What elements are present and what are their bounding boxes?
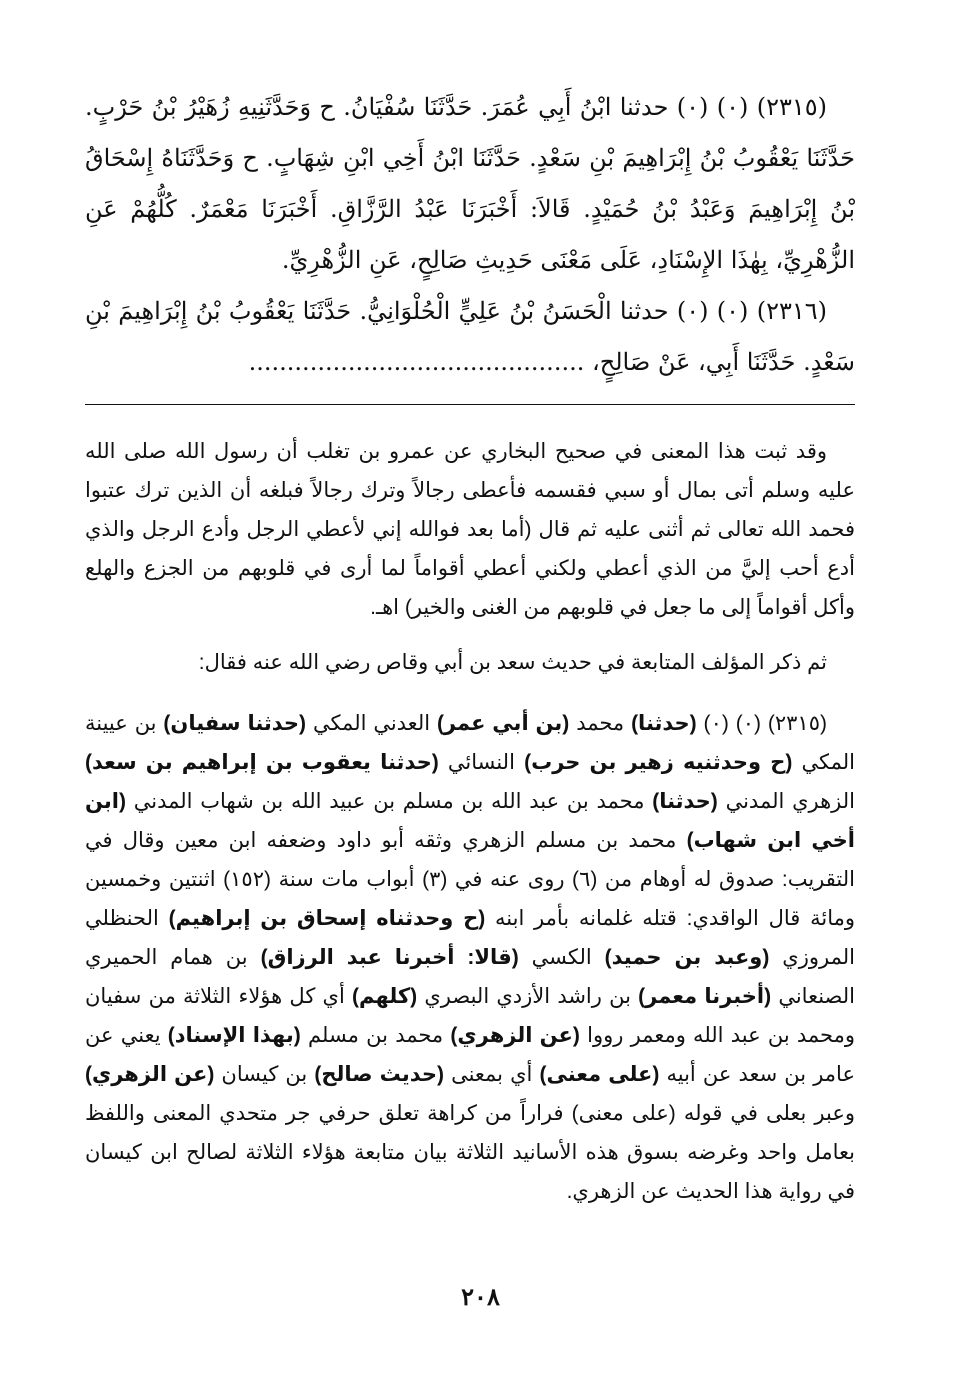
commentary <box>85 432 855 1211</box>
matn-quote: (حدثنا) <box>652 790 718 813</box>
matn-quote: (عن الزهري) <box>85 1063 215 1086</box>
matn-quote: (بن أبي عمر) <box>436 712 570 735</box>
matn-quote: (ح وحدثناه إسحاق بن إبراهيم) <box>168 907 486 930</box>
commentary-sharh-2315 <box>85 704 855 1211</box>
sharh-text: الزهري المدني <box>717 790 855 813</box>
matn-quote: (حدثنا) <box>631 712 697 735</box>
sharh-text: وعبر بعلى في قوله (على معنى) فراراً من كراهة تعلق حرفي جر متحدي المعنى واللفظ بعامل واحد وغرضه بسوق هذه الأسانيد الثلاثة بيان متابعة هؤلاء الثلاثة لصالح ابن كيسان في رواية هذا الحديث عن الزهري. <box>85 1102 855 1203</box>
hadith-text <box>85 82 855 388</box>
hadith-2316-text: (٢٣١٦) (٠) (٠) حدثنا الْحَسَنُ بْنُ عَلِيٍّ الْحُلْوَانِيُّ. حَدَّثَنَا يَعْقُوبُ بْنُ إِبْرَاهِيمَ بْنِ سَعْدٍ. حَدَّثَنَا أَبِي، عَنْ صَالِحٍ، <box>85 297 855 376</box>
sharh-text: محمد بن مسلم <box>300 1024 451 1047</box>
sharh-text: بن كيسان <box>214 1063 315 1086</box>
sharh-text: محمد <box>569 712 632 735</box>
matn-quote: (حدثنا يعقوب بن إبراهيم بن سعد) <box>85 751 439 774</box>
matn-quote: (بهذا الإسناد) <box>167 1024 301 1047</box>
matn-quote: (حدثنا سفيان) <box>163 712 307 735</box>
sharh-text: محمد بن عبد الله بن مسلم بن عبيد الله بن شهاب المدني <box>125 790 653 813</box>
separator-line <box>85 404 855 405</box>
matn-quote: (أخبرنا معمر) <box>638 985 772 1008</box>
sharh-text: أي كل هؤلاء الثلاثة من سفيان ومحمد بن عبد الله ومعمر رووا <box>85 985 856 1047</box>
sharh-text: (٢٣١٥) (٠) (٠) <box>696 712 827 735</box>
hadith-2315: (٢٣١٥) (٠) (٠) حدثنا ابْنُ أَبِي عُمَرَ. حَدَّثَنَا سُفْيَانُ. ح وَحَدَّثَنِيهِ زُهَيْرُ بْنُ حَرْبٍ. حَدَّثَنَا يَعْقُوبُ بْنُ إِبْرَاهِيمَ بْنِ سَعْدٍ. حَدَّثَنَا ابْنُ أَخِي ابْنِ شِهَابٍ. ح وَحَدَّثَنَاهُ إِسْحَاقُ بْنُ إِبْرَاهِيمَ وَعَبْدُ بْنُ حُمَيْدٍ. قَالاَ: أَخْبَرَنَا عَبْدُ الرَّزَّاقِ. أَخْبَرَنَا مَعْمَرٌ. كُلُّهُمْ عَنِ الزُّهْرِيِّ، بِهٰذَا الإِسْنَادِ، عَلَى مَعْنَى حَدِيثِ صَالِحٍ، عَنِ الزُّهْرِيِّ. <box>85 93 855 274</box>
sharh-text: الحنظلي المروزي <box>85 907 855 969</box>
sharh-text: العدني المكي <box>306 712 437 735</box>
matn-quote: (على معنى) <box>539 1063 660 1086</box>
sharh-text: الكسي <box>518 946 605 969</box>
matn-quote: (وعبد بن حميد) <box>604 946 770 969</box>
sharh-text: النسائي <box>438 751 525 774</box>
hadith-2316 <box>85 286 855 388</box>
sharh-text: محمد بن مسلم الزهري وثقه أبو داود وضعفه ابن معين وقال في التقريب: صدوق له أوهام من (٦) روى عنه في (٣) أبواب مات سنة (١٥٢) اثنتين وخمسين ومائة قال الواقدي: قتله غلمانه بأمر ابنه <box>85 829 855 930</box>
sharh-text: أي بمعنى <box>443 1063 540 1086</box>
sharh-text: بن همام الحميري الصنعاني <box>85 946 855 1008</box>
sharh-text: يعني عن عامر بن سعد عن أبيه <box>85 1024 855 1086</box>
commentary-bukhari-paragraph: وقد ثبت هذا المعنى في صحيح البخاري عن عمرو بن تغلب أن رسول الله صلى الله عليه وسلم أتى بمال أو سبي فقسمه فأعطى رجالاً وترك رجالاً فبلغه أن الذين ترك عتبوا فحمد الله تعالى ثم أثنى عليه ثم قال (أما بعد فوالله إني لأعطي الرجل وأدع الرجل والذي أدع أحب إليَّ من الذي أعطي ولكني أعطي أقواماً لما أرى في قلوبهم من الجزع والهلع وأكل أقواماً إلى ما جعل في قلوبهم من الغنى والخير) اهـ. <box>85 440 855 619</box>
matn-quote: (عن الزهري) <box>450 1024 580 1047</box>
matn-quote: (حديث صالح) <box>314 1063 444 1086</box>
ellipsis: ............................................ <box>248 348 585 376</box>
page-number: ٢٠٨ <box>461 1282 500 1311</box>
matn-quote: (كلهم) <box>352 985 418 1008</box>
commentary-intro: ثم ذكر المؤلف المتابعة في حديث سعد بن أبي وقاص رضي الله عنه فقال: <box>198 651 827 674</box>
sharh-text: بن عيينة المكي <box>85 712 855 774</box>
matn-quote: (ح وحدثنيه زهير بن حرب) <box>524 751 793 774</box>
matn-quote: (قالا: أخبرنا عبد الرزاق) <box>260 946 519 969</box>
matn-quote: (ابن أخي ابن شهاب) <box>85 790 855 852</box>
sharh-text: بن راشد الأزدي البصري <box>417 985 639 1008</box>
